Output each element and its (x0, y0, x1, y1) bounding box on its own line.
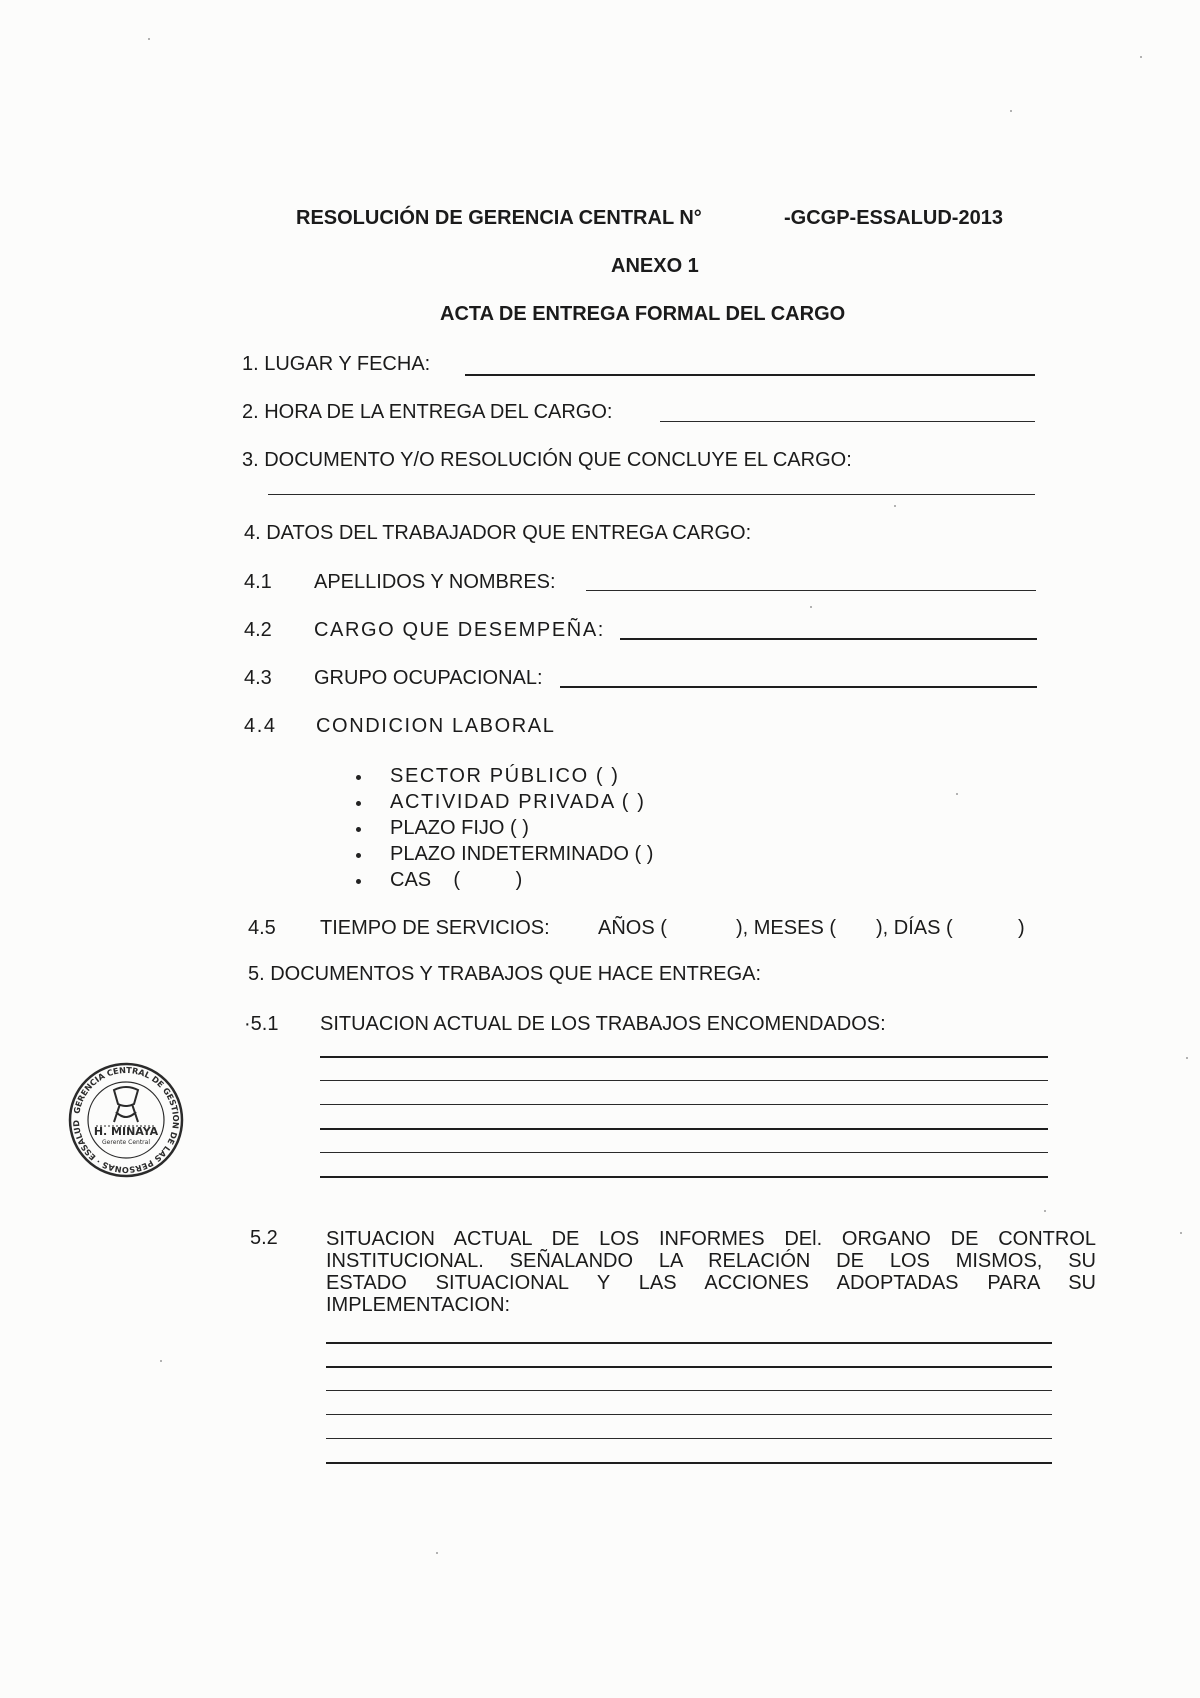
field-dias-close: ) (1018, 917, 1025, 939)
answer-line[interactable] (326, 1414, 1052, 1415)
field-condicion-label: CONDICION LABORAL (316, 715, 556, 737)
list-item[interactable]: PLAZO INDETERMINADO ( ) (390, 843, 654, 865)
answer-line[interactable] (326, 1462, 1052, 1464)
field-4-2-number: 4.2 (244, 619, 272, 641)
scan-speck (894, 505, 896, 507)
section-documentos-trabajos: 5. DOCUMENTOS Y TRABAJOS QUE HACE ENTREGA: (248, 963, 762, 985)
scan-speck (956, 793, 958, 795)
scan-speck (1186, 1057, 1188, 1059)
field-cargo-label: CARGO QUE DESEMPEÑA: (314, 619, 605, 641)
scan-speck (810, 606, 812, 608)
bullet-icon (356, 827, 361, 832)
field-anos-label[interactable]: AÑOS ( (598, 917, 667, 939)
paragraph-line: ESTADO SITUACIONAL Y LAS ACCIONES ADOPTADAS PARA SU (326, 1272, 1096, 1294)
answer-line[interactable] (326, 1438, 1052, 1439)
field-5-2-number: 5.2 (250, 1227, 278, 1249)
paragraph-line: IMPLEMENTACION: (326, 1294, 511, 1316)
field-apellidos-line[interactable] (586, 590, 1036, 591)
field-documento-line[interactable] (268, 494, 1035, 495)
field-4-5-number: 4.5 (248, 917, 276, 939)
annex-title: ANEXO 1 (611, 255, 699, 277)
svg-text:H. MINAYA: H. MINAYA (93, 1125, 159, 1138)
answer-line[interactable] (320, 1104, 1048, 1105)
document-title: ACTA DE ENTREGA FORMAL DEL CARGO (440, 303, 846, 325)
field-hora-entrega-line[interactable] (660, 421, 1035, 422)
field-trabajos-label: SITUACION ACTUAL DE LOS TRABAJOS ENCOMENDADOS: (320, 1013, 886, 1035)
field-4-1-number: 4.1 (244, 571, 272, 593)
list-item[interactable]: CAS ( ) (390, 869, 523, 891)
field-5-1-number: ·5.1 (244, 1013, 279, 1035)
bullet-icon (356, 853, 361, 858)
answer-line[interactable] (320, 1080, 1048, 1081)
bullet-icon (356, 879, 361, 884)
answer-line[interactable] (320, 1128, 1048, 1130)
scan-speck (160, 1360, 162, 1362)
scan-speck (148, 38, 150, 40)
answer-line[interactable] (326, 1342, 1052, 1344)
field-grupo-label: GRUPO OCUPACIONAL: (314, 667, 543, 689)
field-4-4-number: 4.4 (244, 715, 277, 737)
field-cargo-line[interactable] (620, 638, 1037, 640)
list-item[interactable]: ACTIVIDAD PRIVADA ( ) (390, 791, 646, 813)
field-informes-label (326, 1228, 1096, 1316)
answer-line[interactable] (320, 1152, 1048, 1153)
svg-text:Gerente Central: Gerente Central (102, 1139, 150, 1146)
field-hora-entrega-label: 2. HORA DE LA ENTREGA DEL CARGO: (242, 401, 613, 423)
paragraph-line: SITUACION ACTUAL DE LOS INFORMES DEl. ORGANO DE CONTROL (326, 1228, 1096, 1250)
answer-line[interactable] (320, 1056, 1048, 1058)
field-4-3-number: 4.3 (244, 667, 272, 689)
list-item[interactable]: SECTOR PÚBLICO ( ) (390, 765, 620, 787)
field-dias-label[interactable]: ), DÍAS ( (876, 917, 953, 939)
field-grupo-line[interactable] (560, 686, 1037, 688)
resolution-heading: RESOLUCIÓN DE GERENCIA CENTRAL N° (296, 207, 702, 229)
answer-line[interactable] (326, 1366, 1052, 1368)
official-stamp-icon (66, 1060, 186, 1180)
bullet-icon (356, 801, 361, 806)
resolution-code: -GCGP-ESSALUD-2013 (784, 207, 1003, 229)
field-lugar-fecha-line[interactable] (465, 374, 1035, 376)
scan-speck (1044, 1210, 1046, 1212)
answer-line[interactable] (326, 1390, 1052, 1391)
scan-speck (1140, 56, 1142, 58)
field-apellidos-label: APELLIDOS Y NOMBRES: (314, 571, 556, 593)
scan-speck (1010, 110, 1012, 112)
answer-line[interactable] (320, 1176, 1048, 1178)
list-item[interactable]: PLAZO FIJO ( ) (390, 817, 529, 839)
scan-speck (1180, 1232, 1182, 1234)
paragraph-line: INSTITUCIONAL. SEÑALANDO LA RELACIÓN DE LOS MISMOS, SU (326, 1250, 1096, 1272)
field-documento-label: 3. DOCUMENTO Y/O RESOLUCIÓN QUE CONCLUYE EL CARGO: (242, 449, 852, 471)
bullet-icon (356, 775, 361, 780)
field-lugar-fecha-label: 1. LUGAR Y FECHA: (242, 353, 431, 375)
scan-speck (436, 1552, 438, 1554)
field-meses-label[interactable]: ), MESES ( (736, 917, 837, 939)
section-datos-trabajador: 4. DATOS DEL TRABAJADOR QUE ENTREGA CARGO: (244, 522, 752, 544)
field-tiempo-label: TIEMPO DE SERVICIOS: (320, 917, 550, 939)
svg-text:GERENCIA CENTRAL DE GESTION DE: GERENCIA CENTRAL DE GESTION DE LAS PERSONAS · ESSALUD (70, 1064, 182, 1176)
